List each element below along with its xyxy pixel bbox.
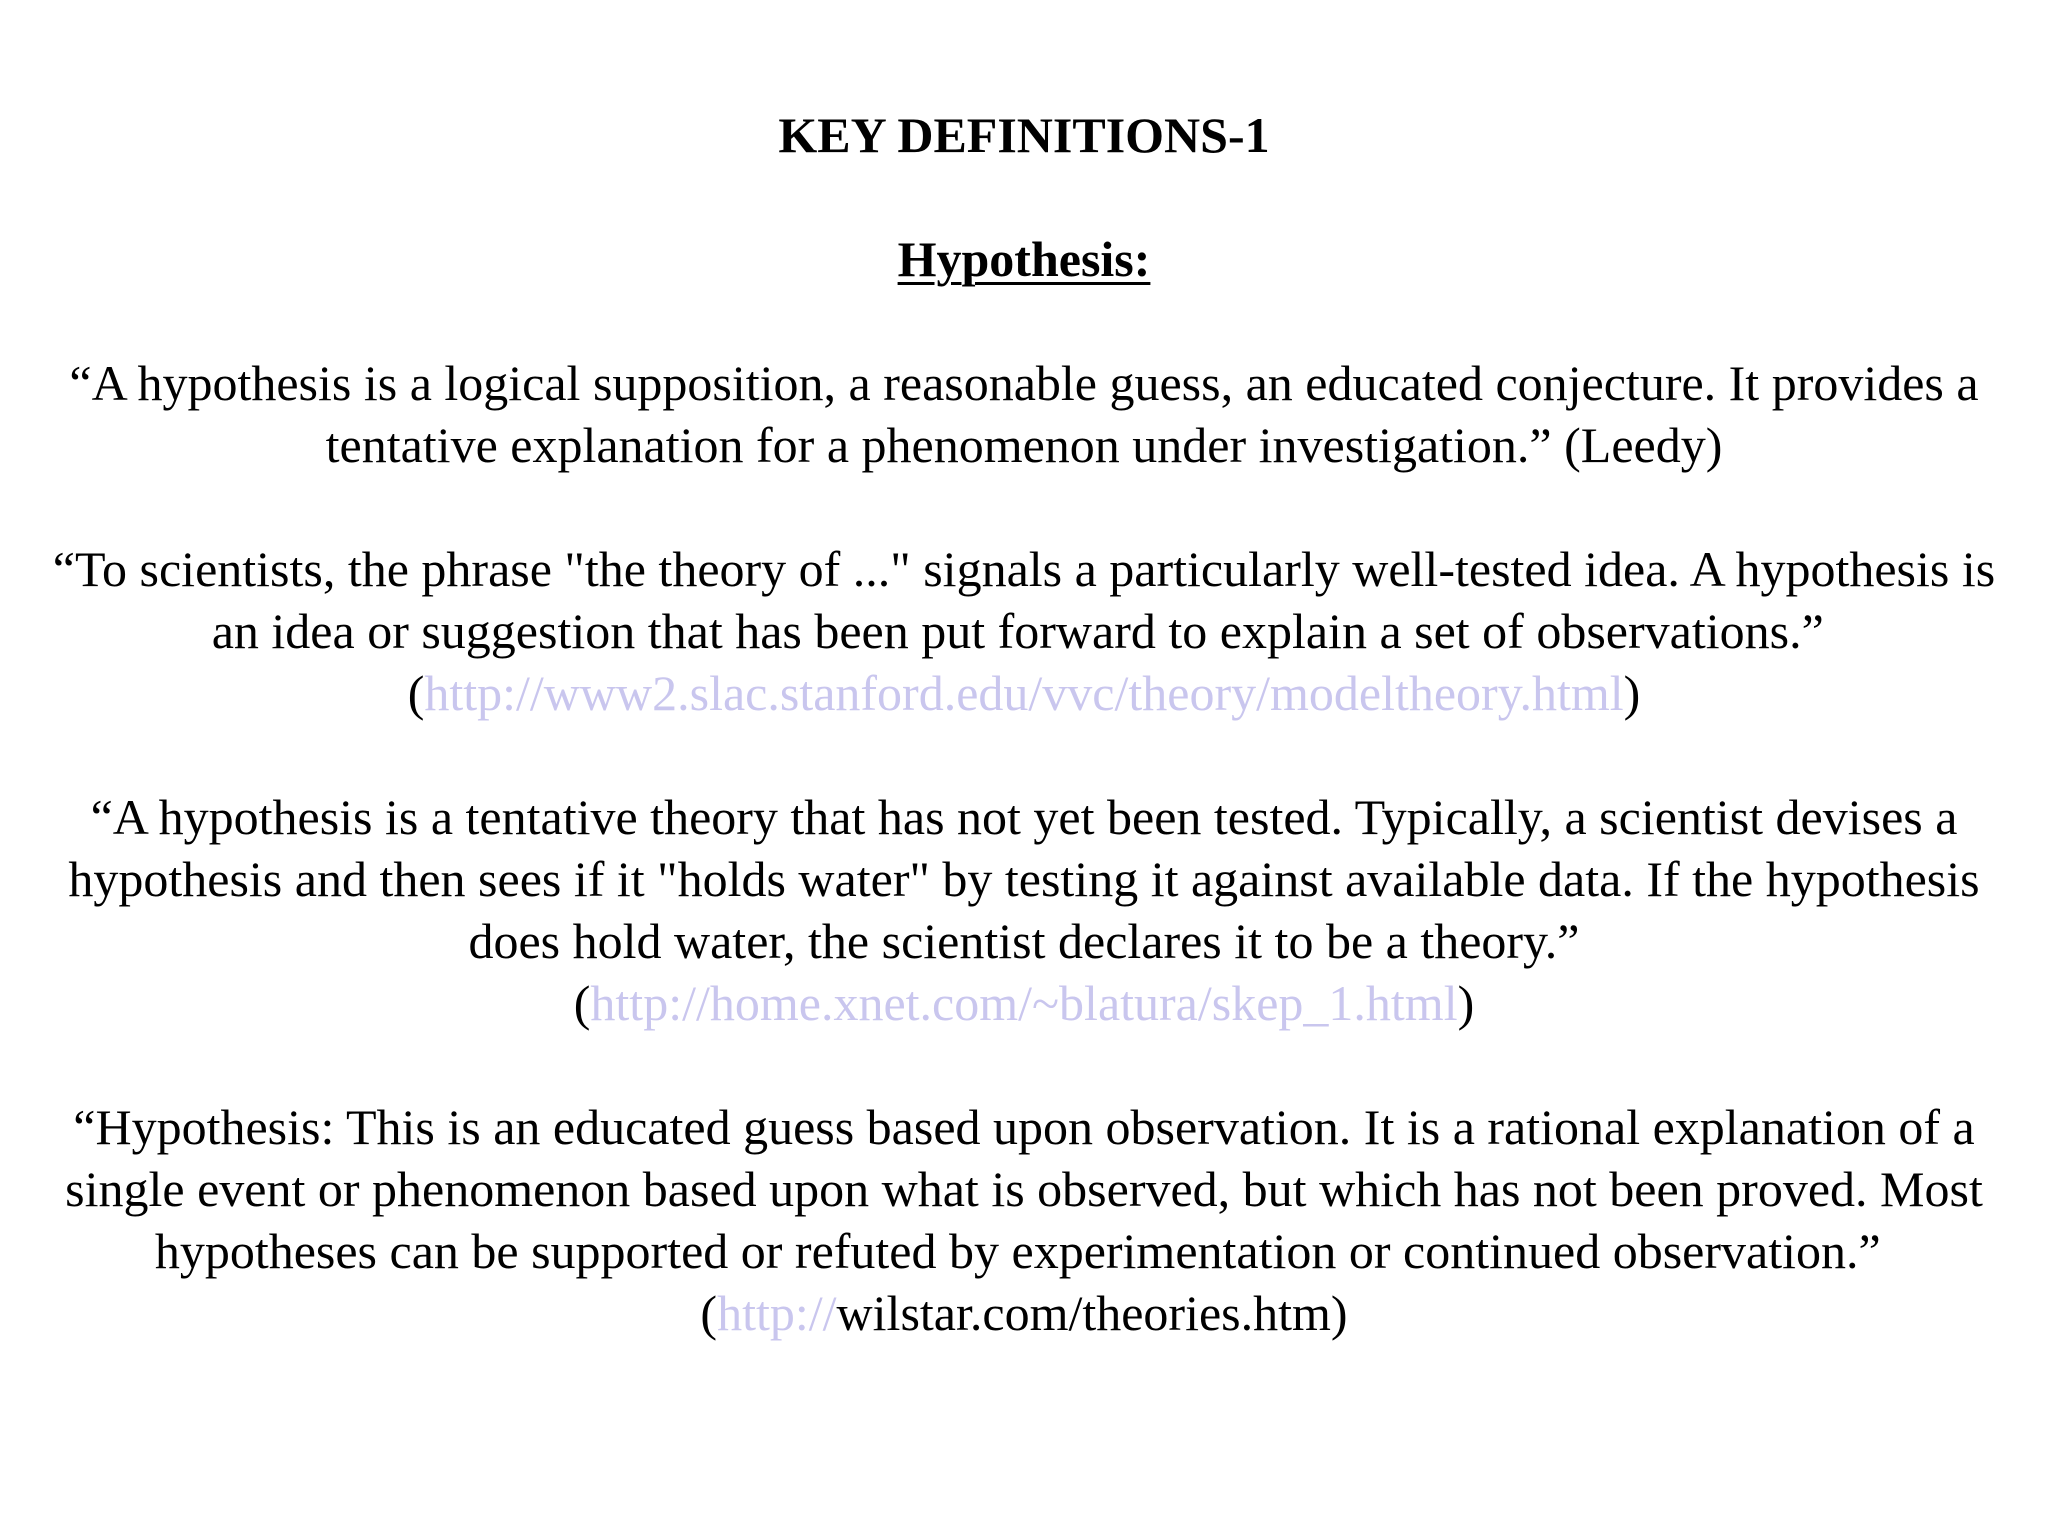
definition-quote: “To scientists, the phrase "the theory of ..." signals a particularly well-tested idea. A hypothesis is an idea or suggestion that has been put forward to explain a set of observations.” — [52, 541, 1996, 659]
section-heading — [0, 228, 2048, 290]
source-open-paren: ( — [700, 1285, 718, 1341]
definition-quote: “Hypothesis: This is an educated guess based upon observation. It is a rational explanation of a single event or phenomenon based upon what is observed, but which has not been proved. Most hypotheses can be supported or refuted by experimentation or continued observation.” — [65, 1099, 1983, 1279]
definition-leedy — [40, 352, 2008, 476]
definition-citation: (Leedy) — [1564, 417, 1723, 473]
definition-wilstar — [40, 1096, 2008, 1344]
definition-quote: “A hypothesis is a tentative theory that has not yet been tested. Typically, a scientist devises a hypothesis and then sees if it "holds water" by testing it against available data. If the hypothesis does hold water, the scientist declares it to be a theory.” — [68, 789, 1980, 969]
definition-slac — [40, 538, 2008, 724]
definition-quote: “A hypothesis is a logical supposition, a reasonable guess, an educated conjecture. It provides a tentative explanation for a phenomenon under investigation.” — [69, 355, 1979, 473]
source-link[interactable]: http://www2.slac.stanford.edu/vvc/theory/modeltheory.html — [424, 665, 1624, 721]
source-link[interactable]: http:// — [717, 1285, 837, 1341]
source-open-paren: ( — [407, 665, 425, 721]
section-heading-text: Hypothesis: — [897, 231, 1151, 287]
source-open-paren: ( — [573, 975, 591, 1031]
definition-xnet — [40, 786, 2008, 1034]
source-link[interactable]: http://home.xnet.com/~blatura/skep_1.html — [590, 975, 1458, 1031]
page-title: KEY DEFINITIONS-1 — [778, 107, 1270, 163]
source-close-paren: ) — [1457, 975, 1475, 1031]
source-close-paren: ) — [1623, 665, 1641, 721]
source-link-rest: wilstar.com/theories.htm) — [836, 1285, 1348, 1341]
